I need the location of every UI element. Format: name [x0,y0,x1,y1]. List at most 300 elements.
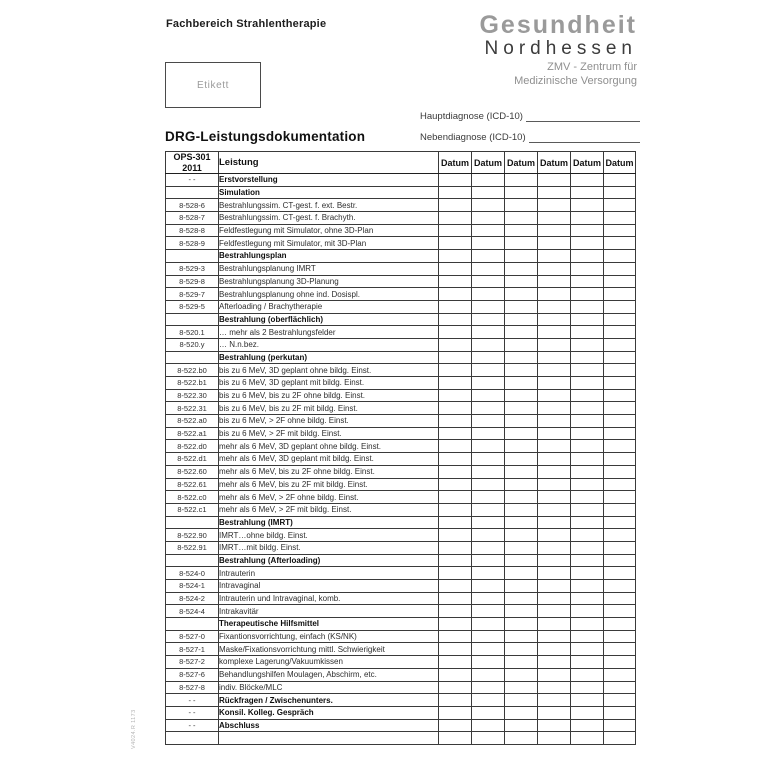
datum-cell [571,719,604,732]
datum-cell [538,656,571,669]
datum-cell [538,288,571,301]
datum-cell [439,732,472,745]
ops-code-cell [166,516,219,529]
datum-cell [538,415,571,428]
datum-cell [604,427,636,440]
table-row [166,300,636,313]
datum-cell [439,224,472,237]
datum-cell [472,288,505,301]
datum-cell [538,351,571,364]
leistung-cell: mehr als 6 MeV, bis zu 2F ohne bildg. Einst. [219,465,439,478]
datum-cell [571,338,604,351]
datum-cell [571,618,604,631]
datum-cell [505,440,538,453]
datum-column-header: Datum [538,152,571,174]
table-row [166,415,636,428]
datum-column-header: Datum [472,152,505,174]
table-row [166,554,636,567]
datum-cell [439,415,472,428]
datum-cell [604,453,636,466]
datum-cell [472,656,505,669]
datum-cell [439,478,472,491]
datum-cell [439,541,472,554]
datum-cell [439,630,472,643]
datum-cell [439,300,472,313]
datum-cell [571,377,604,390]
ops-code-cell: 8-520.y [166,338,219,351]
table-row [166,377,636,390]
ops-code-cell: 8-522.31 [166,402,219,415]
table-row [166,567,636,580]
datum-cell [571,250,604,263]
table-row [166,580,636,593]
logo-versorgung-line: Medizinische Versorgung [514,74,637,87]
ops-code-cell: 8-522.d0 [166,440,219,453]
datum-cell [439,656,472,669]
datum-cell [538,174,571,187]
datum-cell [472,364,505,377]
datum-cell [439,351,472,364]
leistung-cell: Behandlungshilfen Moulagen, Abschirm, etc. [219,668,439,681]
datum-cell [439,465,472,478]
datum-cell [439,250,472,263]
datum-cell [538,503,571,516]
ops-code-cell [166,618,219,631]
datum-cell [439,262,472,275]
leistung-cell: Intrakavitär [219,605,439,618]
datum-cell [538,313,571,326]
table-row [166,503,636,516]
datum-cell [604,618,636,631]
datum-cell [505,300,538,313]
datum-cell [571,224,604,237]
ops-code-cell: 8-522.a0 [166,415,219,428]
leistung-cell: Bestrahlung (perkutan) [219,351,439,364]
datum-cell [472,427,505,440]
datum-cell [439,694,472,707]
datum-cell [505,186,538,199]
datum-cell [439,668,472,681]
table-row [166,351,636,364]
leistung-cell: mehr als 6 MeV, > 2F mit bildg. Einst. [219,503,439,516]
datum-cell [472,491,505,504]
datum-cell [571,174,604,187]
ops-code-cell [166,732,219,745]
datum-cell [472,313,505,326]
datum-cell [571,541,604,554]
datum-cell [472,681,505,694]
datum-cell [505,402,538,415]
ops-code-cell: 8-524-2 [166,592,219,605]
table-row [166,212,636,225]
datum-cell [439,681,472,694]
datum-cell [439,313,472,326]
datum-cell [571,212,604,225]
datum-cell [604,516,636,529]
datum-cell [439,212,472,225]
datum-cell [604,567,636,580]
datum-cell [571,237,604,250]
datum-cell [505,618,538,631]
datum-cell [604,313,636,326]
leistung-cell: Afterloading / Brachytherapie [219,300,439,313]
datum-cell [472,694,505,707]
datum-cell [604,351,636,364]
leistung-cell: Bestrahlungssim. CT-gest. f. Brachyth. [219,212,439,225]
datum-cell [505,212,538,225]
datum-cell [604,503,636,516]
datum-cell [472,224,505,237]
datum-cell [571,465,604,478]
table-row [166,630,636,643]
datum-cell [472,415,505,428]
datum-cell [604,262,636,275]
table-row [166,313,636,326]
datum-cell [439,706,472,719]
leistung-cell: Feldfestlegung mit Simulator, ohne 3D-Plan [219,224,439,237]
table-row [166,453,636,466]
datum-cell [505,288,538,301]
table-row [166,491,636,504]
datum-cell [571,668,604,681]
datum-cell [472,503,505,516]
datum-cell [472,402,505,415]
datum-cell [538,605,571,618]
datum-cell [439,440,472,453]
datum-cell [604,300,636,313]
datum-cell [439,605,472,618]
datum-cell [604,224,636,237]
ops-code-cell [166,186,219,199]
datum-cell [571,326,604,339]
ops-code-cell: 8-524-1 [166,580,219,593]
datum-cell [538,453,571,466]
datum-cell [571,351,604,364]
ops-code-cell: 8-528-7 [166,212,219,225]
datum-cell [538,212,571,225]
nebendiagnose-label: Nebendiagnose (ICD-10) [420,132,526,143]
datum-cell [571,262,604,275]
datum-cell [571,656,604,669]
table-row [166,199,636,212]
datum-cell [538,262,571,275]
ops-code-cell: - - [166,694,219,707]
datum-cell [571,630,604,643]
leistung-cell: indiv. Blöcke/MLC [219,681,439,694]
etikett-label: Etikett [197,79,229,91]
table-header [166,152,636,174]
datum-cell [571,516,604,529]
datum-cell [604,174,636,187]
datum-cell [472,351,505,364]
datum-cell [538,186,571,199]
leistung-cell: Fixantionsvorrichtung, einfach (KS/NK) [219,630,439,643]
datum-cell [439,199,472,212]
datum-cell [505,516,538,529]
datum-cell [538,732,571,745]
table-row [166,174,636,187]
table-row [166,656,636,669]
clinic-logo [479,13,637,88]
datum-cell [604,250,636,263]
datum-cell [538,275,571,288]
ops-code-cell [166,554,219,567]
datum-cell [604,656,636,669]
table-row [166,541,636,554]
leistung-cell: Maske/Fixationsvorrichtung mittl. Schwierigkeit [219,643,439,656]
datum-cell [472,618,505,631]
datum-cell [472,706,505,719]
ops-header-line1: OPS-301 [173,152,211,163]
leistung-cell: Intravaginal [219,580,439,593]
datum-cell [439,567,472,580]
datum-cell [439,402,472,415]
table-row [166,427,636,440]
table-row [166,250,636,263]
datum-cell [538,554,571,567]
datum-cell [505,592,538,605]
datum-cell [571,605,604,618]
datum-cell [604,478,636,491]
datum-cell [472,453,505,466]
ops-code-cell: 8-527-0 [166,630,219,643]
datum-cell [505,465,538,478]
ops-code-cell: 8-522.b0 [166,364,219,377]
datum-cell [604,275,636,288]
datum-cell [538,668,571,681]
leistung-cell: Konsil. Kolleg. Gespräch [219,706,439,719]
datum-cell [604,364,636,377]
table-row [166,719,636,732]
datum-cell [571,529,604,542]
datum-cell [505,338,538,351]
datum-cell [505,567,538,580]
datum-cell [538,465,571,478]
ops-code-cell: 8-522.a1 [166,427,219,440]
datum-cell [472,237,505,250]
table-row [166,224,636,237]
datum-cell [538,427,571,440]
datum-cell [604,377,636,390]
datum-cell [439,592,472,605]
datum-cell [505,174,538,187]
datum-cell [505,237,538,250]
ops-code-cell: 8-529-3 [166,262,219,275]
table-row [166,516,636,529]
datum-cell [472,541,505,554]
ops-code-cell: 8-529-7 [166,288,219,301]
datum-cell [571,478,604,491]
ops-code-cell: 8-522.90 [166,529,219,542]
leistung-cell: … N.n.bez. [219,338,439,351]
datum-cell [472,554,505,567]
datum-cell [604,491,636,504]
datum-column-header: Datum [439,152,472,174]
leistung-cell: mehr als 6 MeV, 3D geplant mit bildg. Einst. [219,453,439,466]
datum-cell [571,503,604,516]
datum-cell [439,554,472,567]
datum-cell [571,402,604,415]
datum-cell [505,199,538,212]
datum-cell [571,567,604,580]
datum-cell [571,288,604,301]
table-row [166,389,636,402]
datum-cell [505,313,538,326]
datum-cell [571,554,604,567]
datum-cell [439,427,472,440]
datum-cell [538,478,571,491]
datum-cell [571,643,604,656]
datum-cell [538,719,571,732]
datum-cell [472,592,505,605]
datum-cell [538,643,571,656]
datum-cell [505,541,538,554]
ops-code-cell: 8-520.1 [166,326,219,339]
datum-cell [538,326,571,339]
datum-cell [439,643,472,656]
ops-code-cell [166,313,219,326]
table-row [166,668,636,681]
datum-cell [538,338,571,351]
table-row [166,643,636,656]
datum-cell [505,630,538,643]
table-row [166,465,636,478]
datum-cell [538,706,571,719]
datum-cell [604,668,636,681]
table-row [166,605,636,618]
datum-cell [604,541,636,554]
department-title: Fachbereich Strahlentherapie [166,18,327,30]
datum-cell [538,491,571,504]
datum-cell [472,338,505,351]
datum-cell [538,618,571,631]
datum-cell [472,732,505,745]
datum-cell [472,186,505,199]
table-row [166,364,636,377]
table-row [166,694,636,707]
table-row [166,592,636,605]
datum-cell [439,174,472,187]
leistung-cell: bis zu 6 MeV, 3D geplant ohne bildg. Einst. [219,364,439,377]
ops-code-cell: 8-522.61 [166,478,219,491]
datum-cell [538,199,571,212]
datum-cell [439,389,472,402]
datum-cell [604,719,636,732]
leistung-cell: Simulation [219,186,439,199]
datum-cell [604,212,636,225]
leistung-cell: Erstvorstellung [219,174,439,187]
datum-cell [472,389,505,402]
datum-cell [439,186,472,199]
ops-code-cell: 8-527-6 [166,668,219,681]
datum-cell [439,580,472,593]
ops-column-header [166,152,219,174]
datum-cell [604,592,636,605]
table-row [166,618,636,631]
datum-cell [505,694,538,707]
datum-cell [505,732,538,745]
table-row [166,529,636,542]
datum-cell [505,554,538,567]
table-row [166,186,636,199]
datum-cell [505,478,538,491]
datum-cell [538,389,571,402]
leistung-cell: Bestrahlung (oberflächlich) [219,313,439,326]
hauptdiagnose-label: Hauptdiagnose (ICD-10) [420,111,523,122]
datum-cell [604,694,636,707]
ops-code-cell: 8-522.c1 [166,503,219,516]
datum-cell [505,529,538,542]
table-body [166,174,636,745]
hauptdiagnose-blank-line [526,119,640,122]
ops-code-cell: - - [166,719,219,732]
ops-code-cell: 8-524-0 [166,567,219,580]
leistung-cell: mehr als 6 MeV, bis zu 2F mit bildg. Einst. [219,478,439,491]
datum-cell [439,275,472,288]
ops-code-cell: 8-527-8 [166,681,219,694]
datum-cell [604,681,636,694]
datum-cell [538,224,571,237]
datum-cell [472,580,505,593]
datum-cell [472,300,505,313]
datum-cell [439,377,472,390]
leistung-cell: Rückfragen / Zwischenunters. [219,694,439,707]
datum-cell [472,250,505,263]
datum-column-header: Datum [571,152,604,174]
ops-code-cell: 8-529-8 [166,275,219,288]
datum-cell [538,592,571,605]
form-print-code: V4024.R 1173 [131,709,137,749]
datum-cell [571,440,604,453]
logo-nordhessen: Nordhessen [484,38,637,59]
logo-gesundheit: Gesundheit [479,11,637,39]
table-row [166,237,636,250]
table-row [166,402,636,415]
datum-cell [538,516,571,529]
datum-cell [604,465,636,478]
ops-code-cell: 8-527-1 [166,643,219,656]
datum-cell [505,262,538,275]
datum-cell [472,174,505,187]
datum-cell [505,605,538,618]
ops-code-cell: 8-528-8 [166,224,219,237]
leistung-cell: Bestrahlungsplanung ohne ind. Dosispl. [219,288,439,301]
leistung-cell: mehr als 6 MeV, > 2F ohne bildg. Einst. [219,491,439,504]
datum-cell [538,402,571,415]
datum-cell [604,186,636,199]
nebendiagnose-row [420,132,640,143]
datum-cell [538,300,571,313]
datum-cell [439,326,472,339]
datum-cell [538,250,571,263]
datum-cell [571,313,604,326]
datum-cell [505,275,538,288]
ops-code-cell: 8-528-9 [166,237,219,250]
leistung-cell: bis zu 6 MeV, > 2F ohne bildg. Einst. [219,415,439,428]
datum-cell [571,732,604,745]
datum-cell [439,491,472,504]
datum-cell [505,719,538,732]
ops-code-cell: 8-528-6 [166,199,219,212]
leistung-cell: Bestrahlungsplanung IMRT [219,262,439,275]
leistung-cell [219,732,439,745]
datum-cell [571,364,604,377]
datum-cell [604,389,636,402]
datum-cell [538,681,571,694]
leistung-cell: bis zu 6 MeV, > 2F mit bildg. Einst. [219,427,439,440]
datum-cell [571,389,604,402]
ops-code-cell [166,250,219,263]
